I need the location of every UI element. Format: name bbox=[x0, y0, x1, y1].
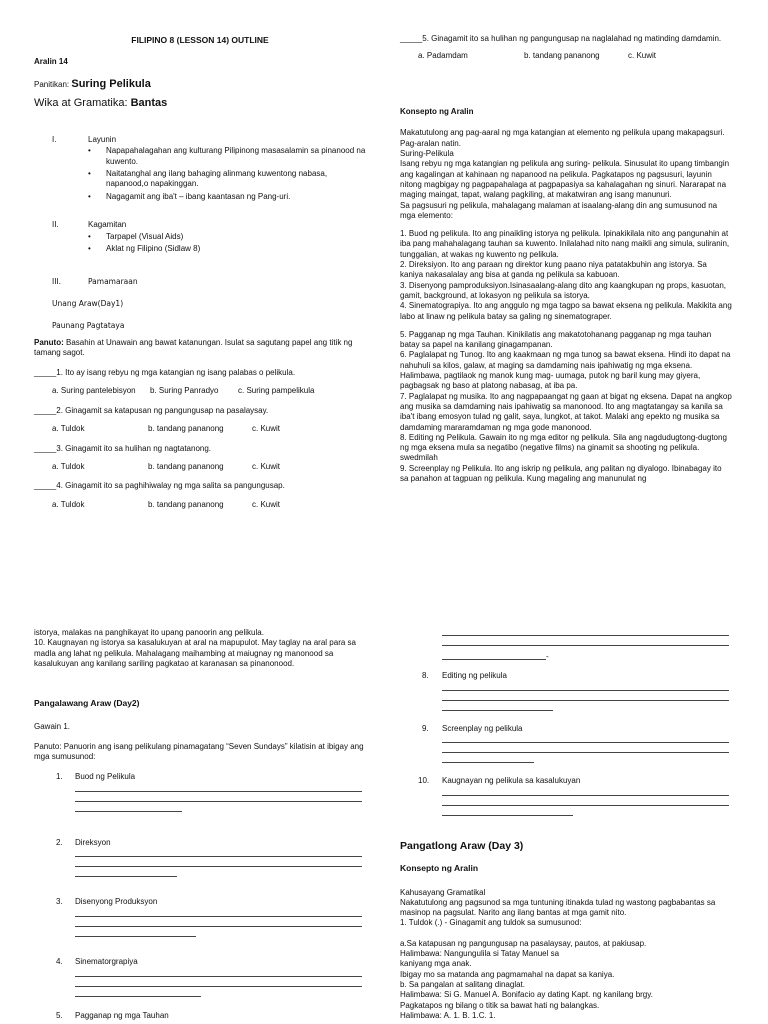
answer-line bbox=[442, 762, 534, 763]
paragraph: Kahusayang Gramatikal bbox=[400, 887, 486, 897]
element-7: 7. Paglalapat ng musika. Ito ang nagpapaangat ng gaan at bigat ng eksena. Dapat na angkop ang musika sa damdaming nais ipahiwatig sa manonood. Ito ang magtatangay sa kanila sa iba't ibang emosyon tulad ng galit, saya, lungkot, at takot. Malaki ang epekto ng musika sa damdaming mararamdaman ng mga gode manonood. bbox=[400, 391, 732, 432]
paragraph: Nakatutulong ang pagsunod sa mga tuntuning itinakda tulad ng wastong pagbabantas sa masinop na pagsulat. Narito ang ilang bantas at mga gamit nito. bbox=[400, 897, 716, 918]
wika-value: Bantas bbox=[130, 96, 168, 109]
answer-line bbox=[75, 856, 362, 857]
answer-line bbox=[75, 876, 177, 877]
element-2: 2. Direksiyon. Ito ang paraan ng direktor kung paano niya patatakbuhin ang istorya. Sa kaniya nakasalalay ang bisa at ganda ng pelikula sa kabuoan. bbox=[400, 260, 707, 280]
paragraph: Suring-Pelikula bbox=[400, 149, 454, 159]
answer-line bbox=[75, 986, 362, 987]
question-2-options bbox=[34, 424, 366, 434]
paragraph: Makatutulong ang pag-aaral ng mga katangian at elemento ng pelikula upang makapagsuri. Pag-aralan natin. bbox=[400, 128, 725, 148]
konsepto-heading: Konsepto ng Aralin bbox=[400, 106, 474, 116]
paunang-label: Paunang Pagtataya bbox=[52, 321, 125, 331]
answer-line bbox=[442, 659, 546, 660]
option: c. Kuwit bbox=[628, 51, 657, 61]
list-item: • Naitatanghal ang ilang bahaging alinmang kuwentong nabasa, napanood,o napakinggan. bbox=[88, 169, 328, 189]
section-title: Layunin bbox=[88, 134, 117, 144]
right-top-column bbox=[400, 34, 732, 484]
panuto-label: Panuto: bbox=[34, 338, 64, 348]
wika-line bbox=[34, 97, 366, 110]
paragraph: Pagkatapos ng bilang o titik sa bawat hati ng balangkas. bbox=[400, 1000, 600, 1010]
answer-line bbox=[442, 645, 729, 646]
option: a. Tuldok bbox=[52, 499, 85, 509]
answer-line bbox=[75, 916, 362, 917]
element-6: 6. Paglalapat ng Tunog. Ito ang kaakmaan ng mga tunog sa bawat eksena. Hindi ito dapat na nahuhuli sa kilos, galaw, at maging sa damdaming nais ipahiwatig ng mga eksena. Halimbawa, pagtilaok ng manok kung mag- uumaga, putok ng baril kung may giyera, pagbagsak ng baso at platong nabasag, at iba pa. bbox=[400, 350, 731, 391]
answer-line bbox=[442, 752, 729, 753]
section-pamamaraan bbox=[34, 277, 366, 286]
section-layunin bbox=[34, 135, 366, 202]
option: b. tandang pananong bbox=[148, 423, 224, 433]
continued-paragraph: istorya, malakas na panghikayat ito upang panoorin ang pelikula. bbox=[34, 628, 264, 637]
dash: - bbox=[546, 652, 549, 661]
list-item: 3. Disenyong Produksyon bbox=[34, 897, 366, 937]
question-3: _____3. Ginagamit ito sa hulihan ng nagtatanong. bbox=[34, 443, 212, 453]
paragraph: Isang rebyu ng mga katangian ng pelikula ang suring- pelikula. Sinusulat ito upang timbangin ang kagalingan at kahinaan ng napanood na pelikula. Pagkatapos ng pagsusuri, layunin nitong magbigay ng pagpapahalaga at pagpapasiya sa kahalagahan ng sinuri. Nararapat na maging maingat, tapat, walang pagkiling, at makatwiran ang isang manunuri. bbox=[400, 159, 730, 200]
left-bottom-column bbox=[34, 628, 366, 1020]
panitikan-label: Panitikan bbox=[34, 80, 67, 90]
answer-line bbox=[75, 866, 362, 867]
element-5: 5. Pagganap ng mga Tauhan. Kinikilatis ang makatotohanang pagganap ng mga tauhan batay sa papel na kanilang ginagampanan. bbox=[400, 329, 712, 350]
option: a. Padamdam bbox=[418, 51, 468, 61]
section-title: Pamamaraan bbox=[88, 277, 138, 287]
question-1-options bbox=[34, 386, 366, 396]
panitikan-value: Suring Pelikula bbox=[71, 78, 151, 91]
question-1: _____1. Ito ay isang rebyu ng mga katangian ng isang palabas o pelikula. bbox=[34, 367, 296, 377]
section-number: II. bbox=[52, 219, 59, 229]
konsepto-heading-2: Konsepto ng Aralin bbox=[400, 863, 479, 874]
answer-line bbox=[442, 635, 729, 636]
option: b. tandang pananong bbox=[148, 499, 224, 509]
question-2: _____2. Ginagamit sa katapusan ng pangungusap na pasalaysay. bbox=[34, 405, 269, 415]
panuto-2: Panuto: Panuorin ang isang pelikulang pinamagatang “Seven Sundays” kilatisin at ibigay ang mga sumusunod: bbox=[34, 741, 364, 761]
option: b. tandang pananong bbox=[524, 51, 600, 61]
list-item: 2. Direksyon bbox=[34, 838, 366, 878]
element-9: 9. Screenplay ng Pelikula. Ito ang iskrip ng pelikula, ang palitan ng diyalogo. Ibinabagay ito sa panahon at tagpuan ng pelikula. Kung magaling ang manunulat ng bbox=[400, 463, 722, 483]
question-5-options bbox=[400, 51, 732, 61]
list-item: 5. Pagganap ng mga Tauhan bbox=[56, 1010, 169, 1020]
panuto-paragraph bbox=[34, 338, 366, 359]
question-5: _____5. Ginagamit ito sa hulihan ng pangungusap na naglalahad ng matinding damdamin. bbox=[400, 34, 722, 43]
option: a. Suring pantelebisyon bbox=[52, 386, 136, 396]
list-item: 1. Buod ng Pelikula bbox=[34, 772, 366, 812]
question-4: _____4. Ginagamit ito sa paghihiwalay ng mga salita sa pangungusap. bbox=[34, 481, 285, 491]
section-number: III. bbox=[52, 277, 62, 287]
list-item: • Aklat ng Filipino (Sidlaw 8) bbox=[88, 243, 201, 253]
list-item: • Napapahalagahan ang kulturang Pilipinong masasalamin sa pinanood na kuwento. bbox=[88, 146, 366, 166]
paragraph: b. Sa pangalan at salitang dinaglat. bbox=[400, 979, 525, 989]
option: c. Suring pampelikula bbox=[238, 386, 315, 396]
paragraph: a.Sa katapusan ng pangungusap na pasalaysay, pautos, at pakiusap. bbox=[400, 938, 647, 948]
wika-label: Wika at Gramatika: bbox=[34, 96, 128, 109]
question-3-options bbox=[34, 462, 366, 472]
aralin-label: Aralin 14 bbox=[34, 57, 68, 67]
answer-line bbox=[442, 700, 729, 701]
panitikan-line: Panitikan: Suring Pelikula bbox=[34, 78, 151, 91]
answer-line bbox=[75, 791, 362, 792]
answer-line bbox=[75, 811, 182, 812]
section-number: I. bbox=[52, 134, 57, 144]
list-item: 10. Kaugnayan ng pelikula sa kasalukuyan bbox=[400, 776, 732, 816]
question-4-options bbox=[34, 500, 366, 510]
answer-line bbox=[442, 690, 729, 691]
list-item: • Tarpapel (Visual Aids) bbox=[88, 231, 184, 241]
answer-line bbox=[442, 742, 729, 743]
paragraph: Halimbawa: Nangungulila si Tatay Manuel sa bbox=[400, 949, 560, 959]
element-3: 3. Disenyong pamproduksiyon.Isinasaalang-alang dito ang kaangkupan ng props, kasuotan, gamit, background, at lokasyon ng pelikula sa istorya. bbox=[400, 280, 726, 300]
answer-line bbox=[75, 996, 201, 997]
layunin-list bbox=[88, 146, 366, 201]
panuto-text: Basahin at Unawain ang bawat katanungan. Isulat sa sagutang papel ang titik ng tamang sagot. bbox=[34, 338, 353, 358]
answer-line bbox=[75, 976, 362, 977]
option: b. tandang pananong bbox=[148, 461, 224, 471]
answer-lines-7 bbox=[400, 635, 732, 660]
answer-line bbox=[442, 710, 553, 711]
list-item: 9. Screenplay ng pelikula bbox=[400, 724, 732, 764]
option: b. Suring Panradyo bbox=[150, 386, 219, 396]
section-kagamitan bbox=[34, 220, 366, 254]
day1-label: Unang Araw(Day1) bbox=[52, 299, 124, 309]
element-10: 10. Kaugnayan ng istorya sa kasalukuyan at aral na mapupulot. May taglay na aral para sa madla ang lahat ng pelikula. Mahalagang maihambing at maiugnay ng manonood sa kasalukuyan ang kanilang sariling pagkatao at karanasan sa pinanonood. bbox=[34, 638, 356, 668]
element-4: 4. Sinematograpiya. Ito ang anggulo ng mga tagpo sa bawat eksena ng pelikula. Makikita ang labo at linaw ng pelikula batay sa galing ng sinematograper. bbox=[400, 301, 732, 321]
day2-heading: Pangalawang Araw (Day2) bbox=[34, 698, 140, 709]
list-item: 8. Editing ng pelikula bbox=[400, 671, 732, 711]
paragraph: Ibigay mo sa matanda ang pagmamahal na dapat sa kaniya. bbox=[400, 969, 615, 979]
option: c. Kuwit bbox=[252, 499, 281, 509]
option: c. Kuwit bbox=[252, 423, 281, 433]
left-top-column bbox=[34, 34, 366, 509]
answer-line bbox=[75, 801, 362, 802]
answer-line bbox=[75, 926, 362, 927]
paragraph: Sa pagsusuri ng pelikula, mahalagang malaman at isaalang-alang din ang sumusunod na mga elemento: bbox=[400, 200, 718, 220]
list-item: • Nagagamit ang iba't – ibang kaantasan ng Pang-uri. bbox=[88, 191, 291, 201]
list-item: 4. Sinematorgrapiya bbox=[34, 957, 366, 997]
answer-line bbox=[442, 815, 573, 816]
paragraph: Halimbawa: A. 1. B. 1.C. 1. bbox=[400, 1010, 496, 1020]
paragraph: kaniyang mga anak. bbox=[400, 959, 472, 969]
right-bottom-column bbox=[400, 628, 732, 1021]
option: c. Kuwit bbox=[252, 461, 281, 471]
gawain-label: Gawain 1. bbox=[34, 722, 71, 732]
element-1: 1. Buod ng pelikula. Ito ang pinaikling istorya ng pelikula. Ipinakikilala nito ang pangunahin at iba pang mahahalagang tauhan sa kuwento. Inilalahad nito nang maikli ang simula, suliranin, tunggalian, at wakas ng kuwento ng pelikula. bbox=[400, 229, 730, 259]
answer-line bbox=[442, 795, 729, 796]
option: a. Tuldok bbox=[52, 423, 85, 433]
answer-line bbox=[442, 805, 729, 806]
document-title: FILIPINO 8 (LESSON 14) OUTLINE bbox=[131, 35, 269, 45]
option: a. Tuldok bbox=[52, 461, 85, 471]
day3-heading: Pangatlong Araw (Day 3) bbox=[400, 839, 524, 852]
paragraph: 1. Tuldok (.) - Ginagamit ang tuldok sa sumusunod: bbox=[400, 918, 582, 928]
paragraph: Halimbawa: Si G. Manuel A. Bonifacio ay dating Kapt. ng kanilang brgy. bbox=[400, 990, 653, 1000]
element-8: 8. Editing ng Pelikula. Gawain ito ng mga editor ng pelikula. Sila ang nagdudugtong-dugtong ng mga eksena mula sa negatibo (negative films) na ginamit sa shooting ng pelikula. swedmilah bbox=[400, 432, 727, 463]
answer-line bbox=[75, 936, 196, 937]
section-title: Kagamitan bbox=[88, 219, 127, 229]
